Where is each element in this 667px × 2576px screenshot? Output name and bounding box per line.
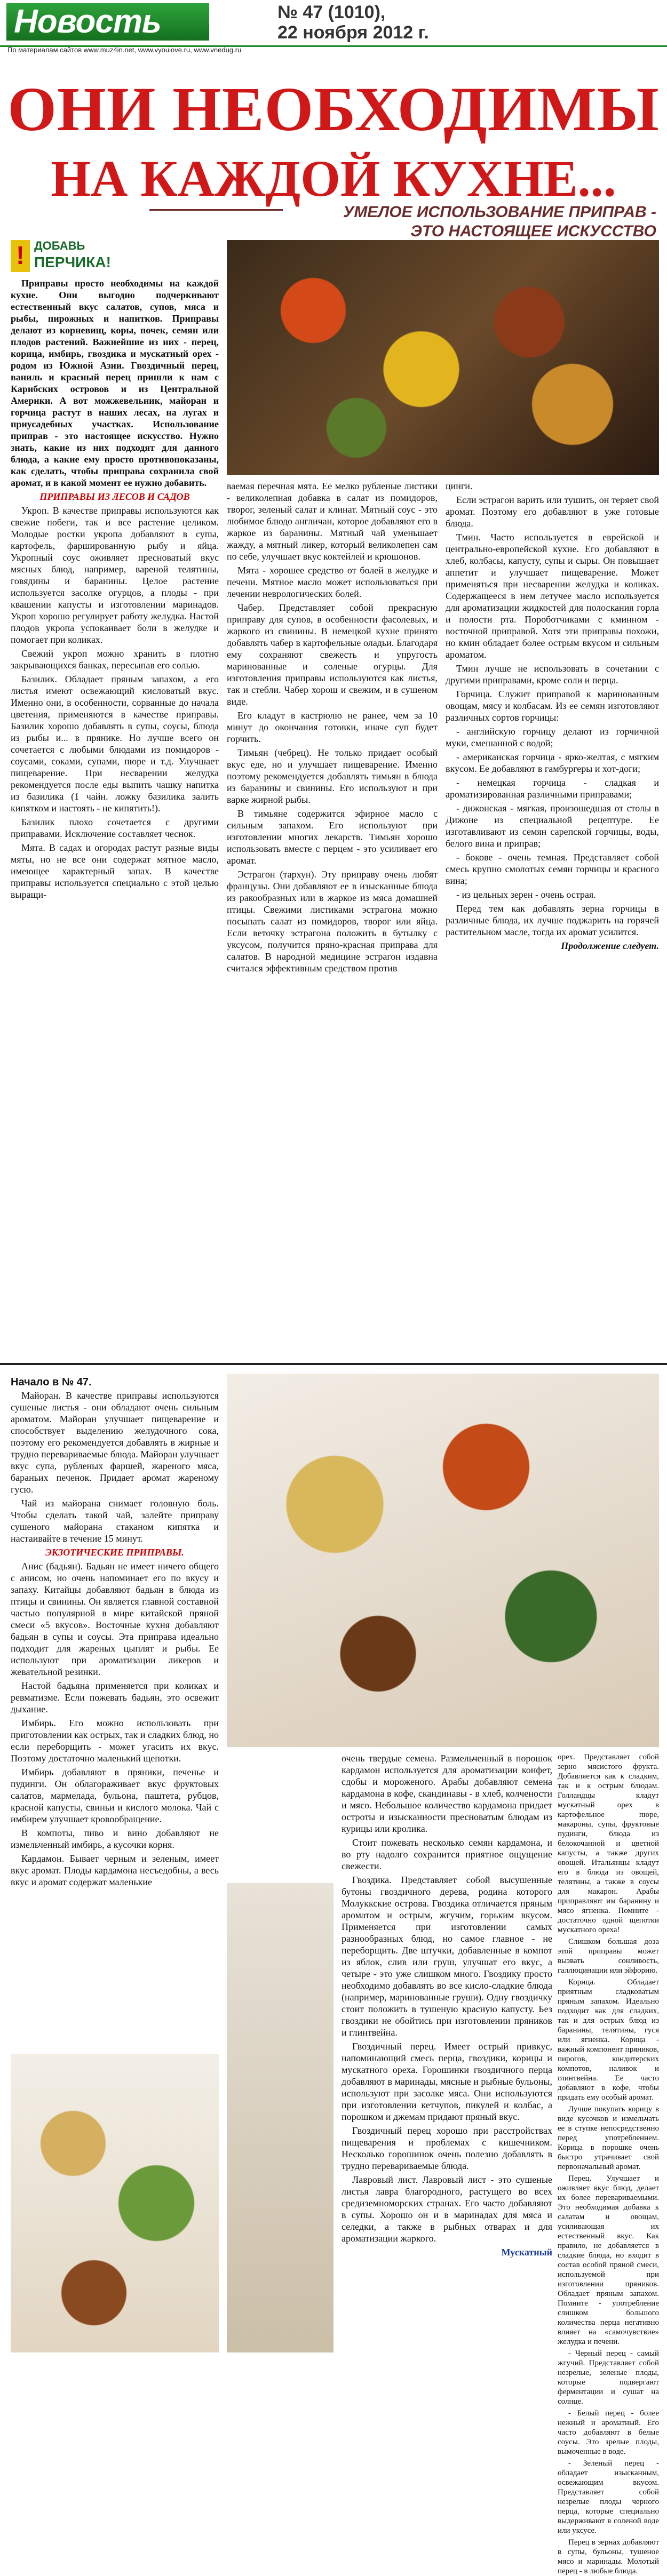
spices-bowls-photo: [227, 1374, 659, 1747]
caraway-paragraph: Тмин. Часто используется в еврейской и центрально-европейской кухне. Его добавляют в хлеб, колбасы, капусту, супы и сыры. Он повышает аппетит и улучшает пищеварение. Может применяться при несварении желудка и коликах. Содержащееся в нем летучее масло используется для ароматизации жидкостей для полоскания горла и полости рта. Пороботчиками с кминном - восточной приправой. Хотя эти приправы похожи, но кмин обладает более острым вкусом и сильным ароматом.: [446, 532, 659, 660]
basil-paragraph: Базилик. Обладает пряным запахом, а его листья имеют освежающий кисловатый вкус. Именно они, в особенности, сорванные до начала цветения, применяются в качестве приправы. Базилик хорошо добавлять в супы, соусы, блюда из рыбы и... в прянике. Но лучше всего он сочетается с любыми блюдами из помидоров - соусами, соками, супами, пюре и т.д. Улучшает пищеварение. При несварении желудка рекомендуется после еды выпить чашку напитка из базилика (1 чайн. ложку базилика залить кипятком и настоять - не кипятить!).: [11, 674, 219, 814]
marjoram-tea: Чай из майорана снимает головную боль. Чтобы сделать такой чай, залейте приправу сушеного майорана стаканом кипятка и настаивайте в течение 15 минут.: [11, 1498, 219, 1544]
allspice-tip: Гвоздичный перец хорошо при расстройствах пищеварения и проблемах с кишечником. Несколько горошинок очень полезно добавлять в трудно перевариваемые блюда.: [342, 2125, 552, 2171]
mustard-paragraph: Горчица. Служит приправой к маринованным овощам, мясу и колбасам. Из ее семян изготовляют различных сортов горчицы:: [446, 689, 659, 723]
p2-column-3: [558, 1752, 659, 2575]
ginger-uses: Имбирь добавляют в пряники, печенье и пудинги. Он облагораживает вкус фруктовых салатов, мармелада, бульона, паштета, рубцов, красной капусты, свиньи и кислого молока. Чай с имбирем улучшает кровообращение.: [11, 1767, 219, 1824]
continuation-label: Начало в № 47.: [11, 1376, 92, 1388]
tarragon-continued: цинги.: [446, 481, 473, 491]
mustard-german: - немецкая горчица - сладкая и ароматизированная различными приправами;: [446, 777, 659, 800]
to-be-continued: Продолжение следует.: [561, 940, 659, 951]
mustard-english: - английскую горчицу делают из горчичной муки, смешанной с водой;: [446, 726, 659, 748]
anise-paragraph: Анис (бадьян). Бадьян не имеет ничего общего с анисом, но очень напоминает его по вкусу и запаху. Китайцы добавляют бадьян в блюда из птицы и свинины. Он является главной составной частью популярной в мире китайской пряной смеси «5 вкусов». Восточные кухня добавляют бадьян в супы и соусы. Эта приправа идеально подходит для жареных цыплят и рыбы. Ее используют при ароматизации ликеров и жевательной резинки.: [11, 1561, 219, 1677]
mustard-whole: - из цельных зерен - очень острая.: [456, 889, 596, 900]
mustard-bordeaux: - бокове - очень темная. Представляет собой смесь крупно смолотых семян горчицы и красного вина;: [446, 852, 659, 886]
intro-paragraph: Приправы просто необходимы на каждой кухне. Они выгодно подчеркивают естественный вкус салатов, супов, мяса и рыбы, пирожных и напитков. Приправы делают из корневищ, коры, почек, семян или плодов растений. Важнейшие из них - перец, корица, имбирь, гвоздика и мускатный орех - родом из Южной Азии. Гвоздичный перец, ваниль и красный перец пришли к нам с Карибских островов и из Центральной Америки. А вот можжевельник, майоран и горчица растут в наших лесах, на лугах и приусадебных участках. Использование приправ - это настоящее искусство. Нужно знать, какие из них подходят для данного блюда, а какие ему просто противопоказаны, как сделать, чтобы приправа сохранила свой аромат, и в какой момент ее нужно добавить.: [11, 278, 219, 488]
subheadline-line1: УМЕЛОЕ ИСПОЛЬЗОВАНИЕ ПРИПРАВ -: [343, 203, 656, 221]
mint-continued: ваемая перечная мята. Ее мелко рубленые листики - великолепная добавка в салат из помидоров, творог, зеленый салат и клинат. Мятный соус - это любимое блюдо англичан, которое добавляют его в жаркое из баранины. Мятный чай уменьшает жажду, а мятный ликер, который великолепен сам по себе, улучшает вкус коктейлей и крюшонов.: [227, 481, 438, 562]
spice-jars-photo: [227, 1883, 334, 2352]
mint-paragraph: Мята. В садах и огородах растут разные виды мяты, но не все они содержат мятное масло, имеющее характерный запах. В качестве приправы используется специально с этой целью выращи-: [11, 842, 219, 900]
headline-line1: ОНИ НЕОБХОДИМЫ: [7, 74, 660, 144]
column-3: [446, 480, 659, 954]
pepper-tip: Перец в зернах добавляют в супы, бульоны, тушеное мясо и маринады. Молотый перец - в любые блюда.: [558, 2538, 659, 2575]
nutmeg-paragraph: орех. Представляет собой зерно мясистого фрукта. Добавляется как к сладким, так и к острым блюдам. Голландцы кладут мускатный орех в картофельное пюре, макароны, супы, фруктовые пудинги, блюда из белокочанной и цветной капусты, а также других овощей. Итальянцы кладут его в блюда из овощей, телятины, а также в соусы для макарон. Арабы приправляют им баранину и мясо ягненка. Помните - достаточно одной щепотки мускатного ореха!: [558, 1753, 659, 1934]
exotic-heading: ЭКЗОТИЧЕСКИЕ ПРИПРАВЫ.: [45, 1547, 184, 1558]
allspice-paragraph: Гвоздичный перец. Имеет острый привкус, напоминающий смесь перца, гвоздики, корицы и мускатного ореха. Горошинки гвоздичного перца добавляют в маринады, мясные и рыбные бульоны, используют при засолке мяса. Они используются при изготовлении кетчупов, пикулей и колбас, а порошком и джемам придают пряный вкус.: [342, 2041, 552, 2122]
pepper-white: - Белый перец - более нежный и ароматный. Его часто добавляют в белые соусы. Это зрелые плоды, вымоченные в воде.: [558, 2409, 659, 2456]
p2-column-1: [11, 1390, 219, 2051]
mint-health: Мята - хорошее средство от болей в желудке и печени. Мятное масло может использоваться при лечении неврологических болей.: [227, 565, 438, 599]
cardamom-tip: Стоит пожевать несколько семян кардамона, и во рту надолго сохранится приятное ощущение свежести.: [342, 1837, 552, 1871]
savory-tip: Его кладут в кастрюлю не ранее, чем за 10 минут до окончания готовки, иначе суп будет горчить.: [227, 710, 438, 744]
spice-spoons-photo: [11, 2054, 219, 2352]
headline-line2: НА КАЖДОЙ КУХНЕ...: [51, 150, 616, 207]
cinnamon-paragraph: Корица. Обладает приятным сладковатым пряным запахом. Идеально подходит как для сладких, так и для острых блюд из баранины, телятины, гуся или ягненка. Корица - важный компонент пряников, пирогов, кондитерских компотов, наливок и глинтвейна. Ее часто добавляют в кофе, чтобы придать ему особый аромат.: [558, 1978, 659, 2102]
subheadline: [343, 203, 656, 241]
dill-paragraph: Укроп. В качестве приправы используются как свежие побеги, так и все растение целиком. Молодые ростки укропа добавляют в супы, картофель, фаршированную рыбу и яйца. Укропный соус оживляет пресноватый вкус мясных блюд, например, вареной телятины, говядины и баранины. Целое растение используется засолке огурцов, а плоды - при квашении капусты и изготовлении маринадов. Укроп хорошо регулирует работу желудка. Настой плодов укропа успокаивает боли в желудке и помогает при коликах.: [11, 505, 219, 645]
pepper-black: - Черный перец - самый жгучий. Представляет собой незрелые, зеленые плоды, которые подвергают ферментации и сушат на солнце.: [558, 2349, 659, 2406]
column-1: [11, 277, 219, 903]
issue-number: № 47 (1010),: [277, 2, 386, 22]
column-2: [227, 480, 438, 976]
clove-paragraph: Гвоздика. Представляет собой высушенные бутоны гвоздичного дерева, родина которого Молуккские острова. Гвоздика отличается пряным ароматом и острым, жгучим, горьким вкусом. Применяется при изготовлении самых разнообразных блюд, но самое главное - не переборщить. Две штучки, добавленные в компот из яблок, слив или груш, улучшат его вкус, а четыре - это уже слишком много. Гвоздику просто необходимо добавлять во все кисло-сладкие блюда (например, маринованные груши). Одну гвоздичку стоит положить в тушеную красную капусту. Без гвоздики не обойтись при изготовлении пряников и глинтвейна.: [342, 1875, 552, 2038]
newspaper-logo: Новость: [6, 3, 209, 41]
anise-tip: Настой бадьяна применяется при коликах и ревматизме. Если пожевать бадьян, это освежит дыхание.: [11, 1680, 219, 1714]
basil-tip: Базилик плохо сочетается с другими приправами. Исключение составляет чеснок.: [11, 817, 219, 839]
tarragon-tip: Если эстрагон варить или тушить, он теряет свой аромат. Поэтому его добавляют в уже готовые блюда.: [446, 495, 659, 529]
nutmeg-warning: Слишком большая доза этой приправы может вызвать сонливость, галлюцинации или эйфорию.: [558, 1937, 659, 1975]
page-divider: [0, 1363, 667, 1365]
subheadline-line2: ЭТО НАСТОЯЩЕЕ ИСКУССТВО: [410, 222, 656, 240]
cinnamon-tip: Лучше покупать корицу в виде кусочков и измельчать ее в ступке непосредственно перед употреблением. Корица в порошке очень быстро утрачивает свой первоначальный аромат.: [558, 2105, 659, 2171]
bay-paragraph: Лавровый лист. Лавровый лист - это сушеные листья лавра благородного, растущего во всех средиземноморских странах. Его часто добавляют в супы. Хорошо он и в маринадах для мяса и селедки, а также в рыбных отварах и для ароматизации жаркого.: [342, 2174, 552, 2244]
mustard-tip: Перед тем как добавлять зерна горчицы в различные блюда, их лучше поджарить на горячей растительном масле, тогда их аромат усилится.: [446, 903, 659, 937]
rubric-big: ПЕРЧИКА!: [34, 254, 111, 270]
dill-tip: Свежий укроп можно хранить в плотно закрывающихся банках, пересыпав его солью.: [11, 648, 219, 671]
pepper-green: - Зеленый перец - обладает изысканным, освежающим вкусом. Представляет собой незрелые плоды черного перца, которые специально выдерживают в соленой воде или уксусе.: [558, 2459, 659, 2535]
spices-photo: [227, 240, 659, 475]
issue-date: 22 ноября 2012 г.: [277, 22, 429, 43]
rubric-small: ДОБАВЬ: [34, 239, 85, 252]
thyme-oil: В тимьяне содержится эфирное масло с сильным запахом. Его используют при изготовлении многих лекарств. Тимьян хорошо использовать вместе с перцем - это усиливает его аромат.: [227, 808, 438, 866]
marjoram-paragraph: Майоран. В качестве приправы используются сушеные листья - они обладают очень сильным ароматом. Майоран улучшает пищеварение и способствует выделению желудочного сока, поэтому его рекомендуется добавлять в жирные и трудно перевариваемые блюда. Майоран улучшает вкус супа, рубленых фаршей, жареного мяса, бараньих печенок. Придает аромат жареному гусю.: [11, 1390, 219, 1495]
exclamation-icon: !: [11, 240, 30, 272]
section-heading: ПРИПРАВЫ ИЗ ЛЕСОВ И САДОВ: [39, 491, 190, 502]
cardamom-paragraph: Кардамон. Бывает черным и зеленым, имеет вкус аромат. Плоды кардамона несъедобны, а весь вкус и аромат содержат маленькие: [11, 1853, 219, 1887]
p2-column-2: [342, 1752, 552, 2352]
savory-paragraph: Чабер. Представляет собой прекрасную приправу для супов, в особенности фасолевых, и жаркого из свинины. В немецкой кухне принято добавлять чабер в картофельные оладьи. Благодаря ему сохраняют свежесть и упругость маринованные и соленые огурцы. Для изготовления приправы используются как листья, так и стебли. Чабер хорош и свежим, и в сушеном виде.: [227, 602, 438, 707]
ginger-paragraph: Имбирь. Его можно использовать при приготовлении как острых, так и сладких блюд, но если переборщить - может угасить их вкус. Поэтому достаточно маленький щепотки.: [11, 1718, 219, 1764]
mustard-dijon: - дижонская - мягкая, произошедшая от столы в Дижоне из специальной рецептуре. Ее изготавливают из семян сарепской горчицы, воды, белого вина и приправ;: [446, 803, 659, 849]
subheadline-rule: [149, 209, 283, 211]
nutmeg-start: Мускатный: [501, 2247, 552, 2258]
ginger-drinks: В компоты, пиво и вино добавляют не измельченный имбирь, а кусочки корня.: [11, 1828, 219, 1850]
thyme-paragraph: Тимьян (чебрец). Не только придает особый вкус еде, но и улучшает пищеварение. Именно поэтому рекомендуется добавлять тимьян в блюда из баранины и свинины. Его используют и при варке жирной рыбы.: [227, 747, 438, 805]
mustard-american: - американская горчица - ярко-желтая, с мягким вкусом. Ее добавляют в гамбургеры и хот-доги;: [446, 752, 659, 774]
caraway-tip: Тмин лучше не использовать в сочетании с другими приправами, кроме соли и перца.: [446, 663, 659, 685]
pepper-paragraph: Перец. Улучшает и оживляет вкус блюд, делает их более перевариваемыми. Это необходимая добавка к салатам и овощам, усиливающая их естественный вкус. Как правило, не добавляется в сладкие блюда, но входит в состав особой пряной смеси, используемой при изготовлении пряников. Обладает пряным запахом. Помните - употребление слишком большого количества перца негативно влияет на «самочувствие» желудка и печени.: [558, 2174, 659, 2346]
source-sites: По материалам сайтов www.muz4in.net, www.vyouiove.ru, www.vnedug.ru: [7, 46, 242, 54]
cardamom-continued: очень твердые семена. Размельченный в порошок кардамон используется для ароматизации конфет, сдобы и мороженого. Арабы добавляют семена кардамона в кофе, скандинавы - в хлеб, колчености и мясо. Небольшое количество кардамона придает остроты и изысканности пресноватым блюдам из курицы или кролика.: [342, 1753, 552, 1834]
tarragon-paragraph: Эстрагон (тархун). Эту приправу очень любят французы. Они добавляют ее в изысканные блюда из ракообразных или в жаркое из мяса домашней птицы. Свежими листиками эстрагона можно посыпать салат из помидоров, творог или яйца. Если веточку эстрагона положить в бутылку с уксусом, получится пряно-красная приправа для салатов. В народной медицине эстрагон издавна считался эффективным средством против: [227, 869, 438, 974]
